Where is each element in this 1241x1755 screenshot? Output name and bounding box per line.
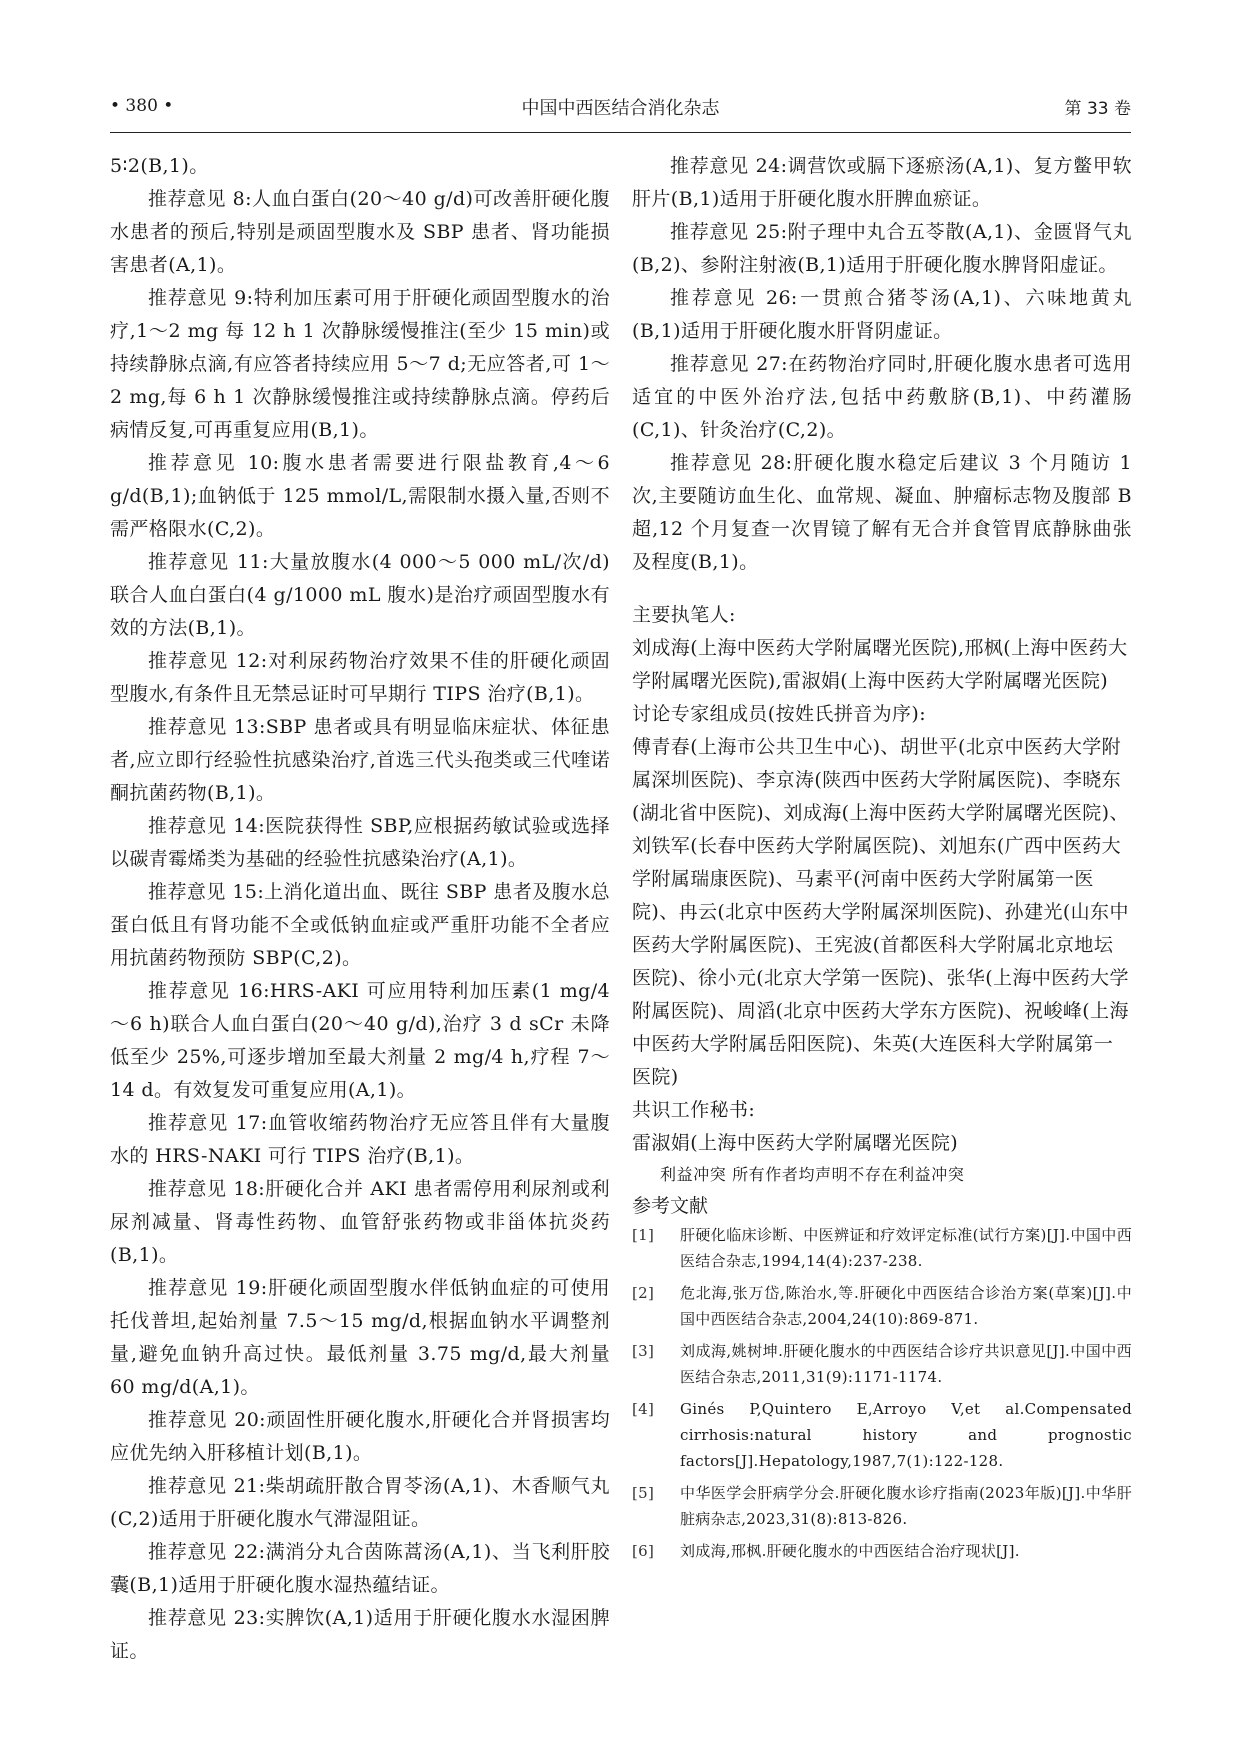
- reference-number: [1]: [632, 1226, 655, 1244]
- paragraph: 5∶2(B,1)。: [110, 155, 209, 177]
- recommendation-25: 推荐意见 25:附子理中丸合五苓散(A,1)、金匮肾气丸(B,2)、参附注射液(B,1)适用于肝硬化腹水脾肾阳虚证。: [632, 221, 1132, 276]
- reference-text: Ginés P,Quintero E,Arroyo V,et al.Compensated cirrhosis:natural history and prognostic factors[J].Hepatology,1987,7(1):122-128.: [680, 1400, 1132, 1470]
- recommendation-8: 推荐意见 8:人血白蛋白(20～40 g/d)可改善肝硬化腹水患者的预后,特别是顽固型腹水及 SBP 患者、肾功能损害患者(A,1)。: [110, 188, 610, 276]
- recommendation-21: 推荐意见 21:柴胡疏肝散合胃苓汤(A,1)、木香顺气丸(C,2)适用于肝硬化腹水气滞湿阻证。: [110, 1475, 610, 1530]
- recommendation-14: 推荐意见 14:医院获得性 SBP,应根据药敏试验或选择以碳青霉烯类为基础的经验性抗感染治疗(A,1)。: [110, 815, 610, 870]
- recommendation-23: 推荐意见 23:实脾饮(A,1)适用于肝硬化腹水水湿困脾证。: [110, 1607, 610, 1662]
- conflict-of-interest: 利益冲突 所有作者均声明不存在利益冲突: [660, 1165, 965, 1184]
- reference-item: [632, 1480, 1132, 1532]
- recommendation-19: 推荐意见 19:肝硬化顽固型腹水伴低钠血症的可使用托伐普坦,起始剂量 7.5～15 mg/d,根据血钠水平调整剂量,避免血钠升高过快。最低剂量 3.75 mg/d,最大剂量 60 mg/d(A,1)。: [110, 1277, 610, 1398]
- reference-number: [5]: [632, 1484, 655, 1502]
- page-header: [110, 92, 1131, 133]
- authors-list: 刘成海(上海中医药大学附属曙光医院),邢枫(上海中医药大学附属曙光医院),雷淑娟(上海中医药大学附属曙光医院): [632, 637, 1128, 692]
- recommendation-24: 推荐意见 24:调营饮或膈下逐瘀汤(A,1)、复方鳖甲软肝片(B,1)适用于肝硬化腹水肝脾血瘀证。: [632, 155, 1132, 210]
- authors-label: 主要执笔人:: [632, 604, 736, 626]
- reference-item: [632, 1396, 1132, 1474]
- reference-number: [2]: [632, 1284, 655, 1302]
- reference-number: [6]: [632, 1542, 655, 1560]
- page-number: • 380 •: [110, 96, 174, 116]
- experts-list: 傅青春(上海市公共卫生中心)、胡世平(北京中医药大学附属深圳医院)、李京涛(陕西中医药大学附属医院)、李晓东(湖北省中医院)、刘成海(上海中医药大学附属曙光医院)、刘铁军(长春中医药大学附属医院)、刘旭东(广西中医药大学附属瑞康医院)、马素平(河南中医药大学附属第一医院)、冉云(北京中医药大学附属深圳医院)、孙建光(山东中医药大学附属医院)、王宪波(首都医科大学附属北京地坛医院)、徐小元(北京大学第一医院)、张华(上海中医药大学附属医院)、周滔(北京中医药大学东方医院)、祝峻峰(上海中医药大学附属岳阳医院)、朱英(大连医科大学附属第一医院): [632, 736, 1129, 1088]
- recommendation-16: 推荐意见 16:HRS-AKI 可应用特利加压素(1 mg/4～6 h)联合人血白蛋白(20～40 g/d),治疗 3 d sCr 未降低至少 25%,可逐步增加至最大剂量 2 mg/4 h,疗程 7～14 d。有效复发可重复应用(A,1)。: [110, 980, 610, 1101]
- recommendation-26: 推荐意见 26:一贯煎合猪苓汤(A,1)、六味地黄丸(B,1)适用于肝硬化腹水肝肾阴虚证。: [632, 287, 1132, 342]
- right-column: [632, 150, 1132, 1570]
- recommendation-10: 推荐意见 10:腹水患者需要进行限盐教育,4～6 g/d(B,1);血钠低于 125 mmol/L,需限制水摄入量,否则不需严格限水(C,2)。: [110, 452, 610, 540]
- volume-label: 第 33 卷: [1064, 99, 1131, 119]
- journal-title: 中国中西医结合消化杂志: [521, 98, 720, 119]
- left-column: [110, 150, 610, 1668]
- reference-number: [4]: [632, 1400, 655, 1418]
- reference-text: 刘成海,姚树坤.肝硬化腹水的中西医结合诊疗共识意见[J].中国中西医结合杂志,2011,31(9):1171-1174.: [680, 1342, 1132, 1386]
- reference-text: 肝硬化临床诊断、中医辨证和疗效评定标准(试行方案)[J].中国中西医结合杂志,1994,14(4):237-238.: [680, 1226, 1132, 1270]
- reference-item: [632, 1222, 1132, 1274]
- reference-item: [632, 1338, 1132, 1390]
- reference-number: [3]: [632, 1342, 655, 1360]
- secretary-label: 共识工作秘书:: [632, 1099, 756, 1121]
- recommendation-9: 推荐意见 9:特利加压素可用于肝硬化顽固型腹水的治疗,1～2 mg 每 12 h 1 次静脉缓慢推注(至少 15 min)或持续静脉点滴,有应答者持续应用 5～7 d;无应答者,可 1～2 mg,每 6 h 1 次静脉缓慢推注或持续静脉点滴。停药后病情反复,可再重复应用(B,1)。: [110, 287, 610, 441]
- recommendation-12: 推荐意见 12:对利尿药物治疗效果不佳的肝硬化顽固型腹水,有条件且无禁忌证时可早期行 TIPS 治疗(B,1)。: [110, 650, 610, 705]
- recommendation-13: 推荐意见 13:SBP 患者或具有明显临床症状、体征患者,应立即行经验性抗感染治疗,首选三代头孢类或三代喹诺酮抗菌药物(B,1)。: [110, 716, 610, 804]
- references-heading: 参考文献: [632, 1195, 709, 1217]
- reference-item: [632, 1538, 1132, 1564]
- recommendation-27: 推荐意见 27:在药物治疗同时,肝硬化腹水患者可选用适宜的中医外治疗法,包括中药敷脐(B,1)、中药灌肠(C,1)、针灸治疗(C,2)。: [632, 353, 1132, 441]
- reference-item: [632, 1280, 1132, 1332]
- recommendation-17: 推荐意见 17:血管收缩药物治疗无应答且伴有大量腹水的 HRS-NAKI 可行 TIPS 治疗(B,1)。: [110, 1112, 610, 1167]
- reference-text: 中华医学会肝病学分会.肝硬化腹水诊疗指南(2023年版)[J].中华肝脏病杂志,2023,31(8):813-826.: [680, 1484, 1132, 1528]
- recommendation-22: 推荐意见 22:满消分丸合茵陈蒿汤(A,1)、当飞利肝胶囊(B,1)适用于肝硬化腹水湿热蕴结证。: [110, 1541, 610, 1596]
- reference-text: 刘成海,邢枫.肝硬化腹水的中西医结合治疗现状[J].: [680, 1542, 1020, 1560]
- recommendation-20: 推荐意见 20:顽固性肝硬化腹水,肝硬化合并肾损害均应优先纳入肝移植计划(B,1)。: [110, 1409, 610, 1464]
- secretary-name: 雷淑娟(上海中医药大学附属曙光医院): [632, 1132, 959, 1154]
- experts-label: 讨论专家组成员(按姓氏拼音为序):: [632, 703, 927, 725]
- recommendation-18: 推荐意见 18:肝硬化合并 AKI 患者需停用利尿剂或利尿剂减量、肾毒性药物、血管舒张药物或非甾体抗炎药(B,1)。: [110, 1178, 610, 1266]
- recommendation-11: 推荐意见 11:大量放腹水(4 000～5 000 mL/次/d)联合人血白蛋白(4 g/1000 mL 腹水)是治疗顽固型腹水有效的方法(B,1)。: [110, 551, 610, 639]
- recommendation-15: 推荐意见 15:上消化道出血、既往 SBP 患者及腹水总蛋白低且有肾功能不全或低钠血症或严重肝功能不全者应用抗菌药物预防 SBP(C,2)。: [110, 881, 610, 969]
- section-spacer: [632, 579, 1132, 599]
- reference-text: 危北海,张万岱,陈治水,等.肝硬化中西医结合诊治方案(草案)[J].中国中西医结合杂志,2004,24(10):869-871.: [680, 1284, 1132, 1328]
- recommendation-28: 推荐意见 28:肝硬化腹水稳定后建议 3 个月随访 1 次,主要随访血生化、血常规、凝血、肿瘤标志物及腹部 B 超,12 个月复查一次胃镜了解有无合并食管胃底静脉曲张及程度(B,1)。: [632, 452, 1132, 573]
